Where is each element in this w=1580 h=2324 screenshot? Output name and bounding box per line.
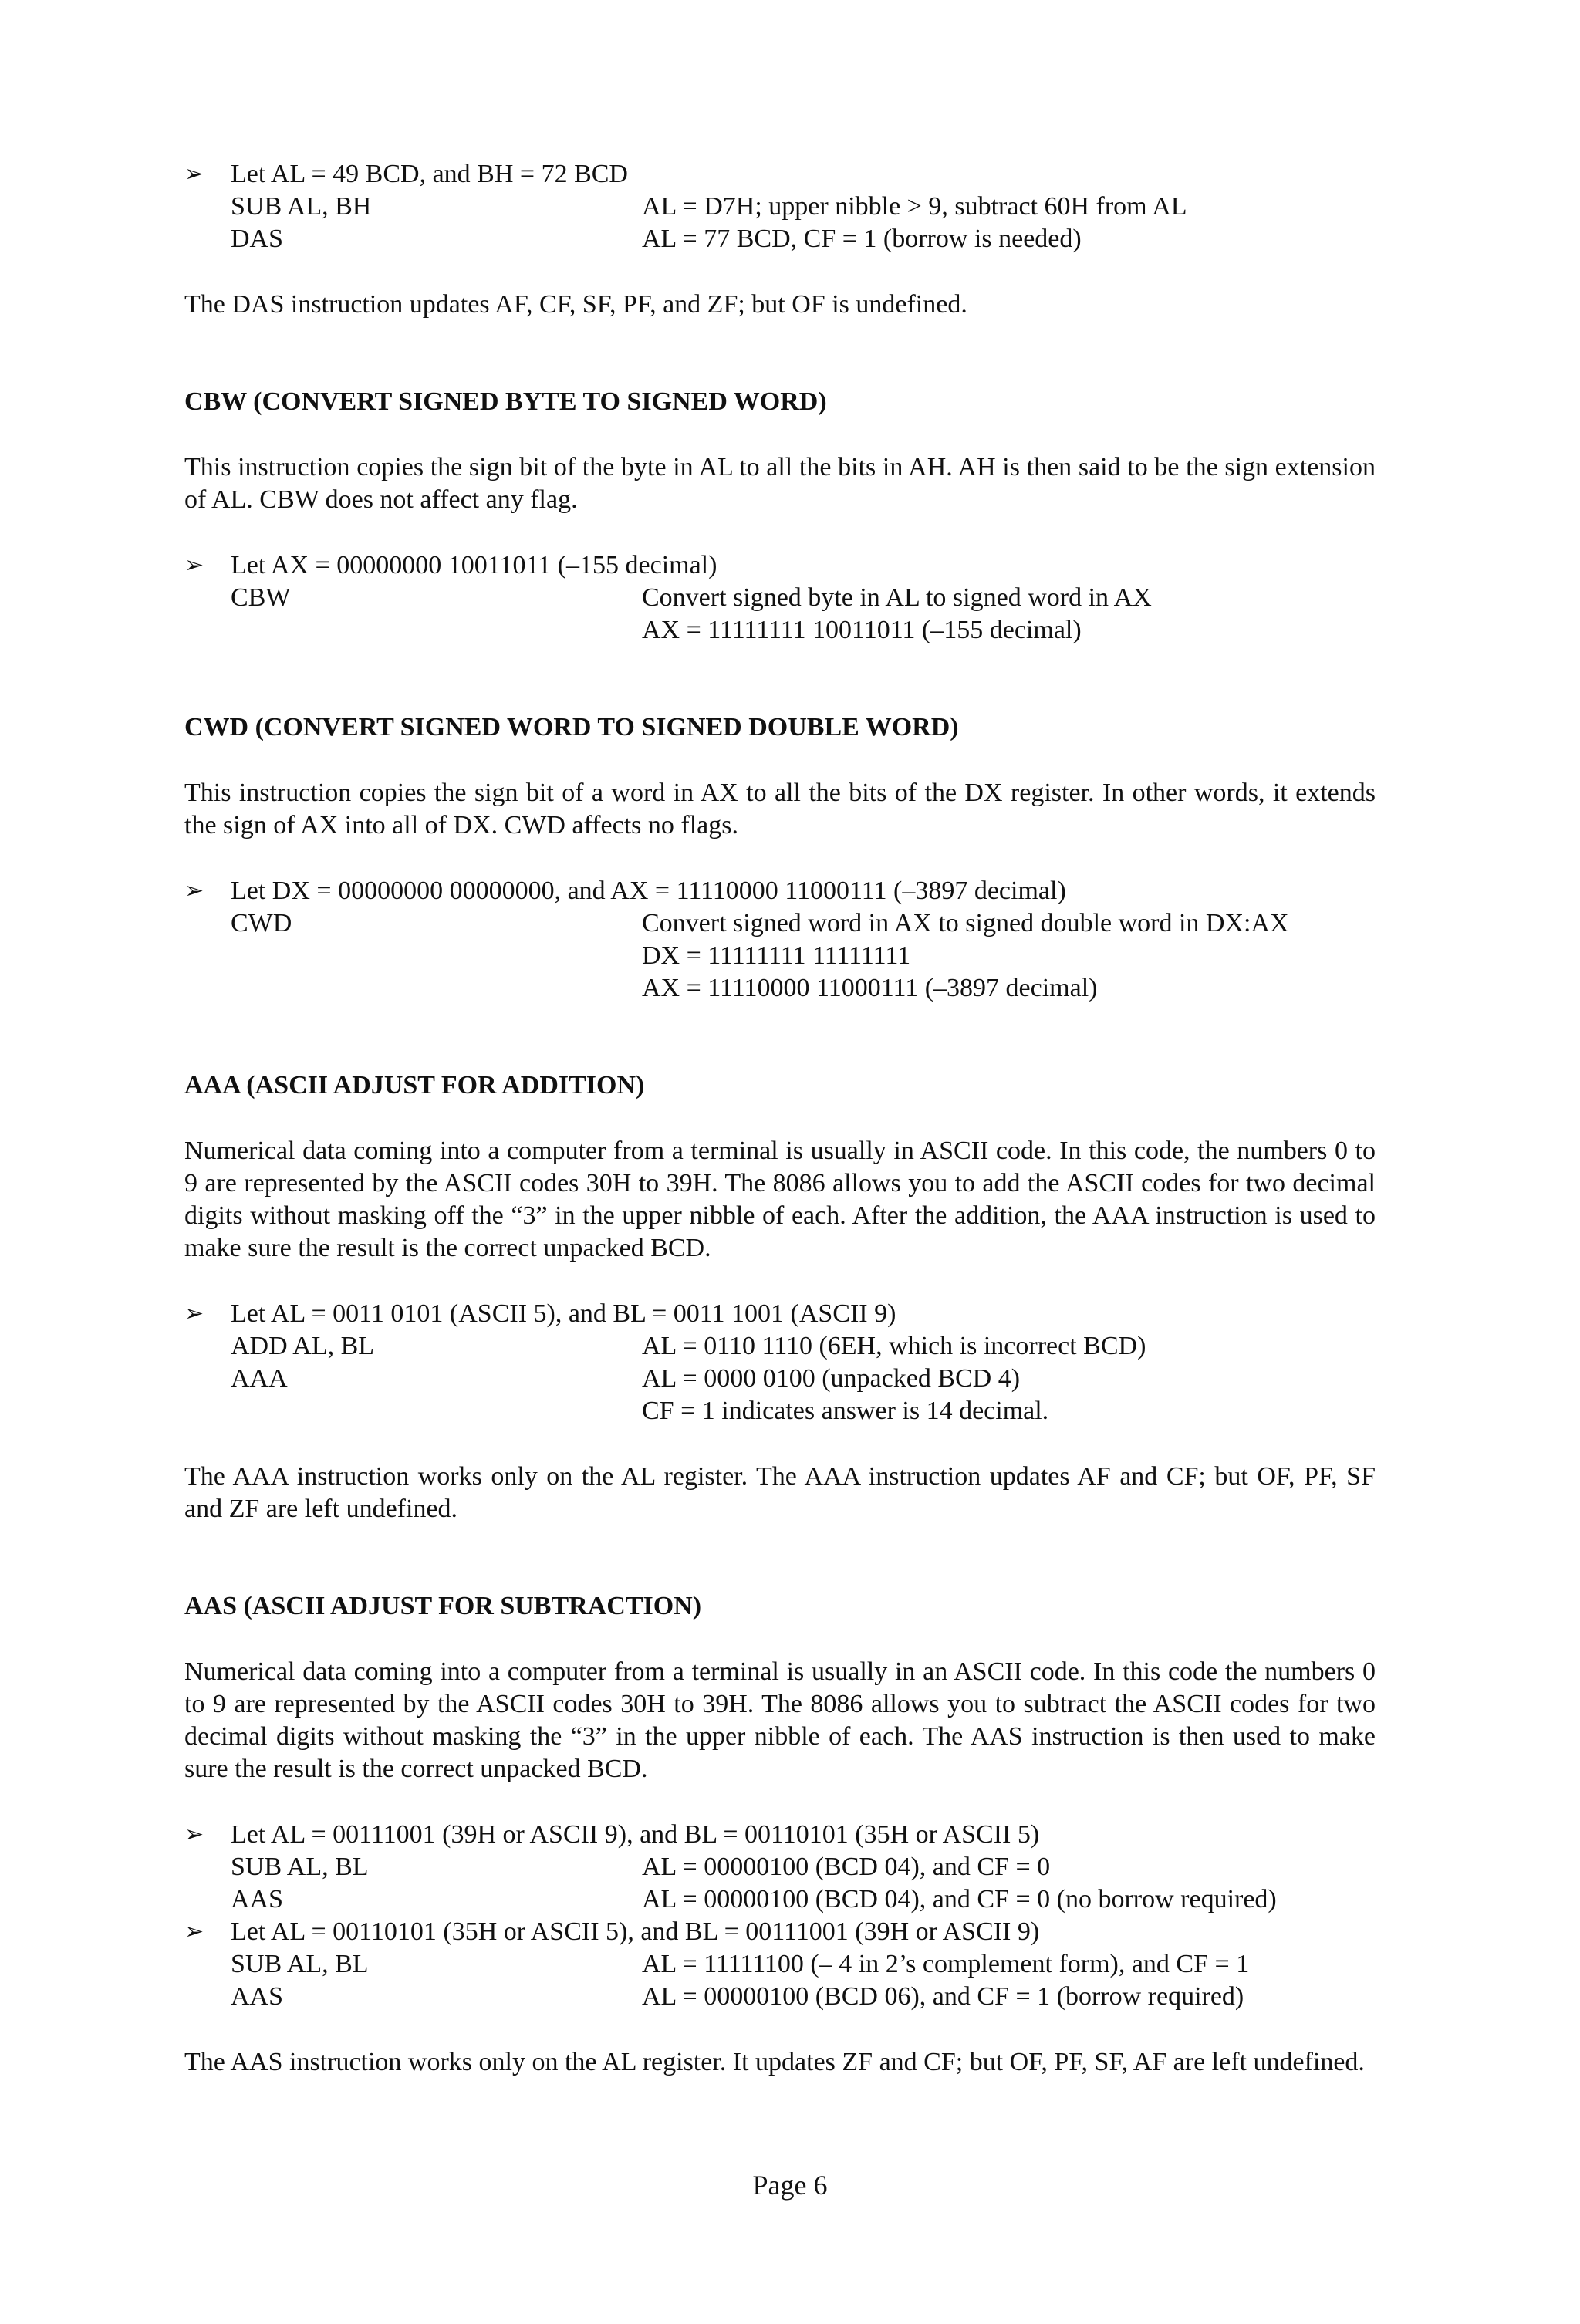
example-instruction — [231, 972, 642, 1005]
example-row — [184, 1948, 1376, 1981]
example-row — [184, 1395, 1376, 1427]
section-heading: CBW (CONVERT SIGNED BYTE TO SIGNED WORD) — [184, 387, 827, 416]
example-row — [184, 907, 1376, 940]
page-number: Page 6 — [752, 2170, 828, 2201]
example-result: AL = 00000100 (BCD 04), and CF = 0 — [642, 1853, 1051, 1881]
example-row — [184, 223, 1376, 255]
page-content — [184, 158, 1376, 2079]
example-result: AL = 00000100 (BCD 04), and CF = 0 (no borrow required) — [642, 1885, 1277, 1914]
section-closing-text: The DAS instruction updates AF, CF, SF, PF, and ZF; but OF is undefined. — [184, 290, 967, 319]
example-block — [184, 875, 1376, 1005]
example-instruction — [231, 940, 642, 972]
example-lead-line — [184, 158, 1376, 191]
example-row — [184, 191, 1376, 223]
example-lead-line — [184, 1916, 1376, 1948]
example-result: AL = D7H; upper nibble > 9, subtract 60H from AL — [642, 192, 1187, 221]
section-aaa — [184, 1069, 1376, 1525]
example-instruction — [231, 614, 642, 647]
example-result: DX = 11111111 11111111 — [642, 941, 911, 970]
example-row — [184, 972, 1376, 1005]
example-result: AX = 11111111 10011011 (–155 decimal) — [642, 616, 1082, 644]
example-instruction: SUB AL, BL — [231, 1950, 369, 1978]
example-lead: Let DX = 00000000 00000000, and AX = 11110000 11000111 (–3897 decimal) — [231, 877, 1066, 905]
example-block — [184, 1298, 1376, 1427]
section-heading: AAS (ASCII ADJUST FOR SUBTRACTION) — [184, 1592, 702, 1620]
example-result: AL = 0110 1110 (6EH, which is incorrect BCD) — [642, 1332, 1146, 1360]
example-lead-line — [184, 1819, 1376, 1851]
section-paragraph: This instruction copies the sign bit of a word in AX to all the bits of the DX register. In other words, it extends the sign of AX into all of DX. CWD affects no flags. — [184, 779, 1376, 839]
example-lead-line — [184, 875, 1376, 907]
example-lead: Let AL = 49 BCD, and BH = 72 BCD — [231, 160, 628, 188]
section-heading: CWD (CONVERT SIGNED WORD TO SIGNED DOUBLE WORD) — [184, 713, 959, 741]
example-lead-line — [184, 1298, 1376, 1330]
section-cbw — [184, 386, 1376, 647]
example-instruction: AAS — [231, 1885, 284, 1914]
section-heading: AAA (ASCII ADJUST FOR ADDITION) — [184, 1071, 645, 1100]
bullet-arrow-icon: ➢ — [184, 160, 204, 187]
example-lead: Let AL = 00110101 (35H or ASCII 5), and BL = 00111001 (39H or ASCII 9) — [231, 1917, 1040, 1946]
example-row — [184, 1363, 1376, 1395]
example-lead: Let AL = 0011 0101 (ASCII 5), and BL = 0011 1001 (ASCII 9) — [231, 1299, 896, 1328]
example-row — [184, 614, 1376, 647]
section-paragraph: Numerical data coming into a computer from a terminal is usually in an ASCII code. In this code the numbers 0 to 9 are represented by the ASCII codes 30H to 39H. The 8086 allows you to subtract the ASCII codes for two decimal digits without masking the “3” in the upper nibble of each. The AAS instruction is then used to make sure the result is the correct unpacked BCD. — [184, 1657, 1376, 1783]
example-result: AX = 11110000 11000111 (–3897 decimal) — [642, 974, 1098, 1002]
section-closing-text: The AAS instruction works only on the AL register. It updates ZF and CF; but OF, PF, SF, AF are left undefined. — [184, 2048, 1365, 2076]
example-instruction: AAA — [231, 1364, 288, 1393]
example-result: AL = 00000100 (BCD 06), and CF = 1 (borrow required) — [642, 1982, 1244, 2011]
bullet-arrow-icon: ➢ — [184, 1918, 204, 1945]
example-result: AL = 0000 0100 (unpacked BCD 4) — [642, 1364, 1021, 1393]
example-result: AL = 11111100 (– 4 in 2’s complement form), and CF = 1 — [642, 1950, 1250, 1978]
example-lead-line — [184, 549, 1376, 582]
example-result: CF = 1 indicates answer is 14 decimal. — [642, 1397, 1049, 1425]
example-result: AL = 77 BCD, CF = 1 (borrow is needed) — [642, 225, 1082, 253]
example-instruction — [231, 1395, 642, 1427]
section-paragraph: This instruction copies the sign bit of the byte in AL to all the bits in AH. AH is then said to be the sign extension of AL. CBW does not affect any flag. — [184, 453, 1376, 514]
section-paragraph: Numerical data coming into a computer from a terminal is usually in ASCII code. In this code, the numbers 0 to 9 are represented by the ASCII codes 30H to 39H. The 8086 allows you to add the ASCII codes for two decimal digits without masking off the “3” in the upper nibble of each. After the addition, the AAA instruction is used to make sure the result is the correct unpacked BCD. — [184, 1137, 1376, 1262]
example-row — [184, 1851, 1376, 1883]
example-row — [184, 1883, 1376, 1916]
example-result: Convert signed byte in AL to signed word in AX — [642, 583, 1152, 612]
example-block — [184, 1819, 1376, 2013]
example-instruction: DAS — [231, 225, 284, 253]
example-row — [184, 1330, 1376, 1363]
example-instruction: ADD AL, BL — [231, 1332, 375, 1360]
example-row — [184, 1981, 1376, 2013]
example-lead: Let AL = 00111001 (39H or ASCII 9), and BL = 00110101 (35H or ASCII 5) — [231, 1820, 1040, 1849]
example-lead: Let AX = 00000000 10011011 (–155 decimal) — [231, 551, 717, 579]
section-cwd — [184, 711, 1376, 1005]
bullet-arrow-icon: ➢ — [184, 1300, 204, 1327]
example-instruction: AAS — [231, 1982, 284, 2011]
section-das-continued — [184, 158, 1376, 321]
example-row — [184, 940, 1376, 972]
bullet-arrow-icon: ➢ — [184, 552, 204, 579]
example-instruction: SUB AL, BH — [231, 192, 372, 221]
bullet-arrow-icon: ➢ — [184, 1821, 204, 1848]
section-closing-text: The AAA instruction works only on the AL register. The AAA instruction updates AF and CF; but OF, PF, SF and ZF are left undefined. — [184, 1462, 1376, 1523]
example-instruction: CBW — [231, 583, 291, 612]
example-row — [184, 582, 1376, 614]
bullet-arrow-icon: ➢ — [184, 877, 204, 904]
section-aas — [184, 1590, 1376, 2079]
example-block — [184, 158, 1376, 255]
example-block — [184, 549, 1376, 647]
example-instruction: SUB AL, BL — [231, 1853, 369, 1881]
example-result: Convert signed word in AX to signed double word in DX:AX — [642, 909, 1289, 937]
example-instruction: CWD — [231, 909, 292, 937]
